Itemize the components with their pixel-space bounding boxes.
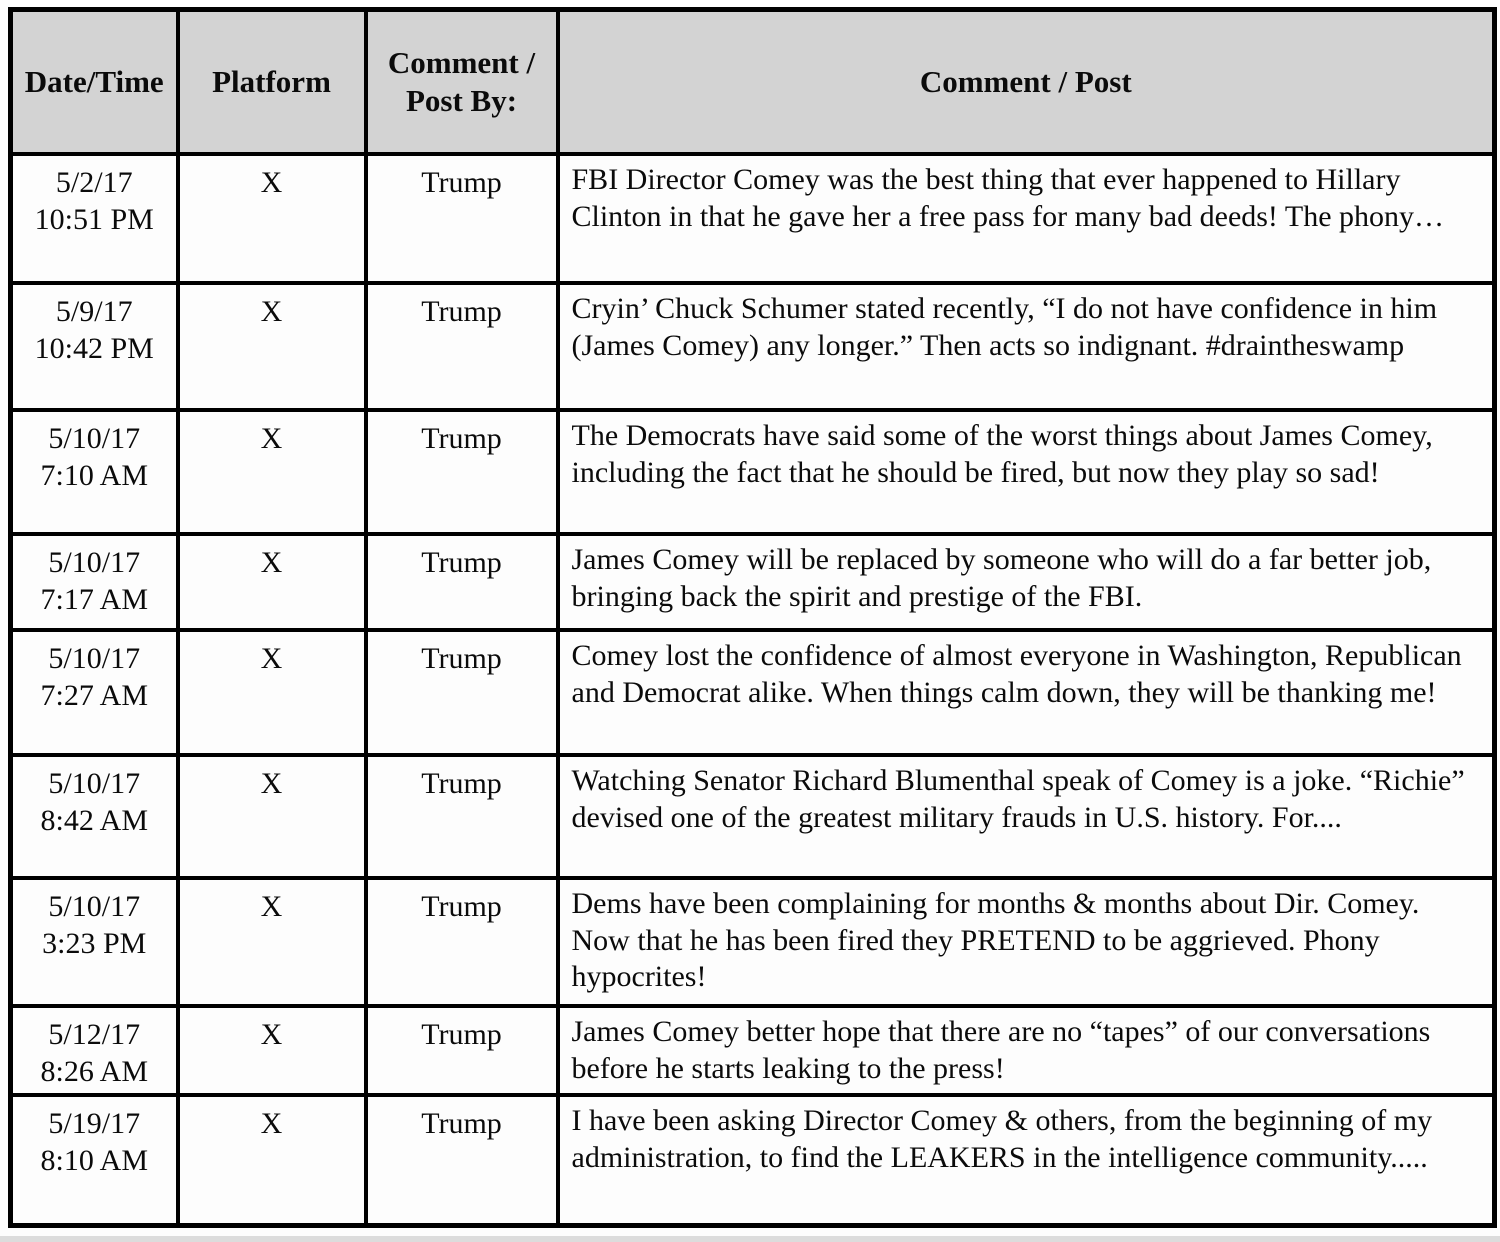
time-value: 8:42 AM [40, 804, 149, 837]
datetime-cell [11, 410, 178, 534]
datetime-cell [11, 534, 178, 630]
post-by-cell: Trump [366, 630, 558, 755]
platform-cell: X [178, 1006, 366, 1095]
time-value: 8:10 AM [40, 1144, 149, 1177]
table-row [11, 630, 1495, 755]
platform-cell: X [178, 755, 366, 878]
table-row [11, 283, 1495, 410]
platform-cell: X [178, 410, 366, 534]
datetime-cell [11, 630, 178, 755]
time-value: 10:51 PM [34, 203, 154, 236]
time-value: 7:27 AM [40, 679, 149, 712]
column-header-post-by [366, 10, 558, 155]
table-row [11, 755, 1495, 878]
post-by-cell: Trump [366, 283, 558, 410]
platform-cell: X [178, 154, 366, 283]
post-by-cell: Trump [366, 410, 558, 534]
datetime-cell [11, 1006, 178, 1095]
date-value: 5/10/17 [48, 546, 141, 579]
post-by-cell: Trump [366, 1095, 558, 1225]
datetime-cell [11, 878, 178, 1006]
date-value: 5/10/17 [48, 422, 141, 455]
time-value: 8:26 AM [40, 1055, 149, 1088]
table-row [11, 410, 1495, 534]
time-value: 7:17 AM [40, 583, 149, 616]
comment-cell: I have been asking Director Comey & others, from the beginning of my administration, to find the LEAKERS in the intelligence community..... [558, 1095, 1495, 1225]
comment-cell: James Comey better hope that there are no “tapes” of our conversations before he starts leaking to the press! [558, 1006, 1495, 1095]
table-row [11, 1095, 1495, 1225]
comment-cell: James Comey will be replaced by someone who will do a far better job, bringing back the spirit and prestige of the FBI. [558, 534, 1495, 630]
comment-cell: Watching Senator Richard Blumenthal speak of Comey is a joke. “Richie” devised one of the greatest military frauds in U.S. history. For.... [558, 755, 1495, 878]
comment-cell: Dems have been complaining for months & months about Dir. Comey. Now that he has been fired they PRETEND to be aggrieved. Phony hypocrites! [558, 878, 1495, 1006]
platform-cell: X [178, 878, 366, 1006]
post-by-cell: Trump [366, 1006, 558, 1095]
date-value: 5/10/17 [48, 642, 141, 675]
comment-cell: FBI Director Comey was the best thing that ever happened to Hillary Clinton in that he gave her a free pass for many bad deeds! The phony… [558, 154, 1495, 283]
time-value: 3:23 PM [42, 927, 147, 960]
column-header-post-by-line2: Post By: [405, 83, 518, 118]
page-bottom-strip [0, 1236, 1500, 1242]
post-by-cell: Trump [366, 755, 558, 878]
platform-cell: X [178, 1095, 366, 1225]
table-row [11, 878, 1495, 1006]
date-value: 5/19/17 [48, 1107, 141, 1140]
platform-cell: X [178, 283, 366, 410]
table-row [11, 1006, 1495, 1095]
comments-posts-table [8, 7, 1497, 1228]
datetime-cell [11, 283, 178, 410]
date-value: 5/10/17 [48, 890, 141, 923]
platform-cell: X [178, 630, 366, 755]
date-value: 5/9/17 [55, 295, 133, 328]
header-row [11, 10, 1495, 155]
column-header-comment-post: Comment / Post [558, 10, 1495, 155]
post-by-cell: Trump [366, 154, 558, 283]
datetime-cell [11, 154, 178, 283]
column-header-post-by-line1: Comment / [387, 45, 536, 80]
platform-cell: X [178, 534, 366, 630]
time-value: 10:42 PM [34, 332, 154, 365]
datetime-cell [11, 755, 178, 878]
table-row [11, 154, 1495, 283]
comment-cell: Cryin’ Chuck Schumer stated recently, “I do not have confidence in him (James Comey) any longer.” Then acts so indignant. #draintheswamp [558, 283, 1495, 410]
table-row [11, 534, 1495, 630]
comment-cell: Comey lost the confidence of almost everyone in Washington, Republican and Democrat alike. When things calm down, they will be thanking me! [558, 630, 1495, 755]
date-value: 5/2/17 [55, 166, 133, 199]
date-value: 5/12/17 [48, 1018, 141, 1051]
post-by-cell: Trump [366, 878, 558, 1006]
datetime-cell [11, 1095, 178, 1225]
time-value: 7:10 AM [40, 459, 149, 492]
post-by-cell: Trump [366, 534, 558, 630]
date-value: 5/10/17 [48, 767, 141, 800]
column-header-datetime: Date/Time [11, 10, 178, 155]
column-header-platform: Platform [178, 10, 366, 155]
comment-cell: The Democrats have said some of the worst things about James Comey, including the fact that he should be fired, but now they play so sad! [558, 410, 1495, 534]
